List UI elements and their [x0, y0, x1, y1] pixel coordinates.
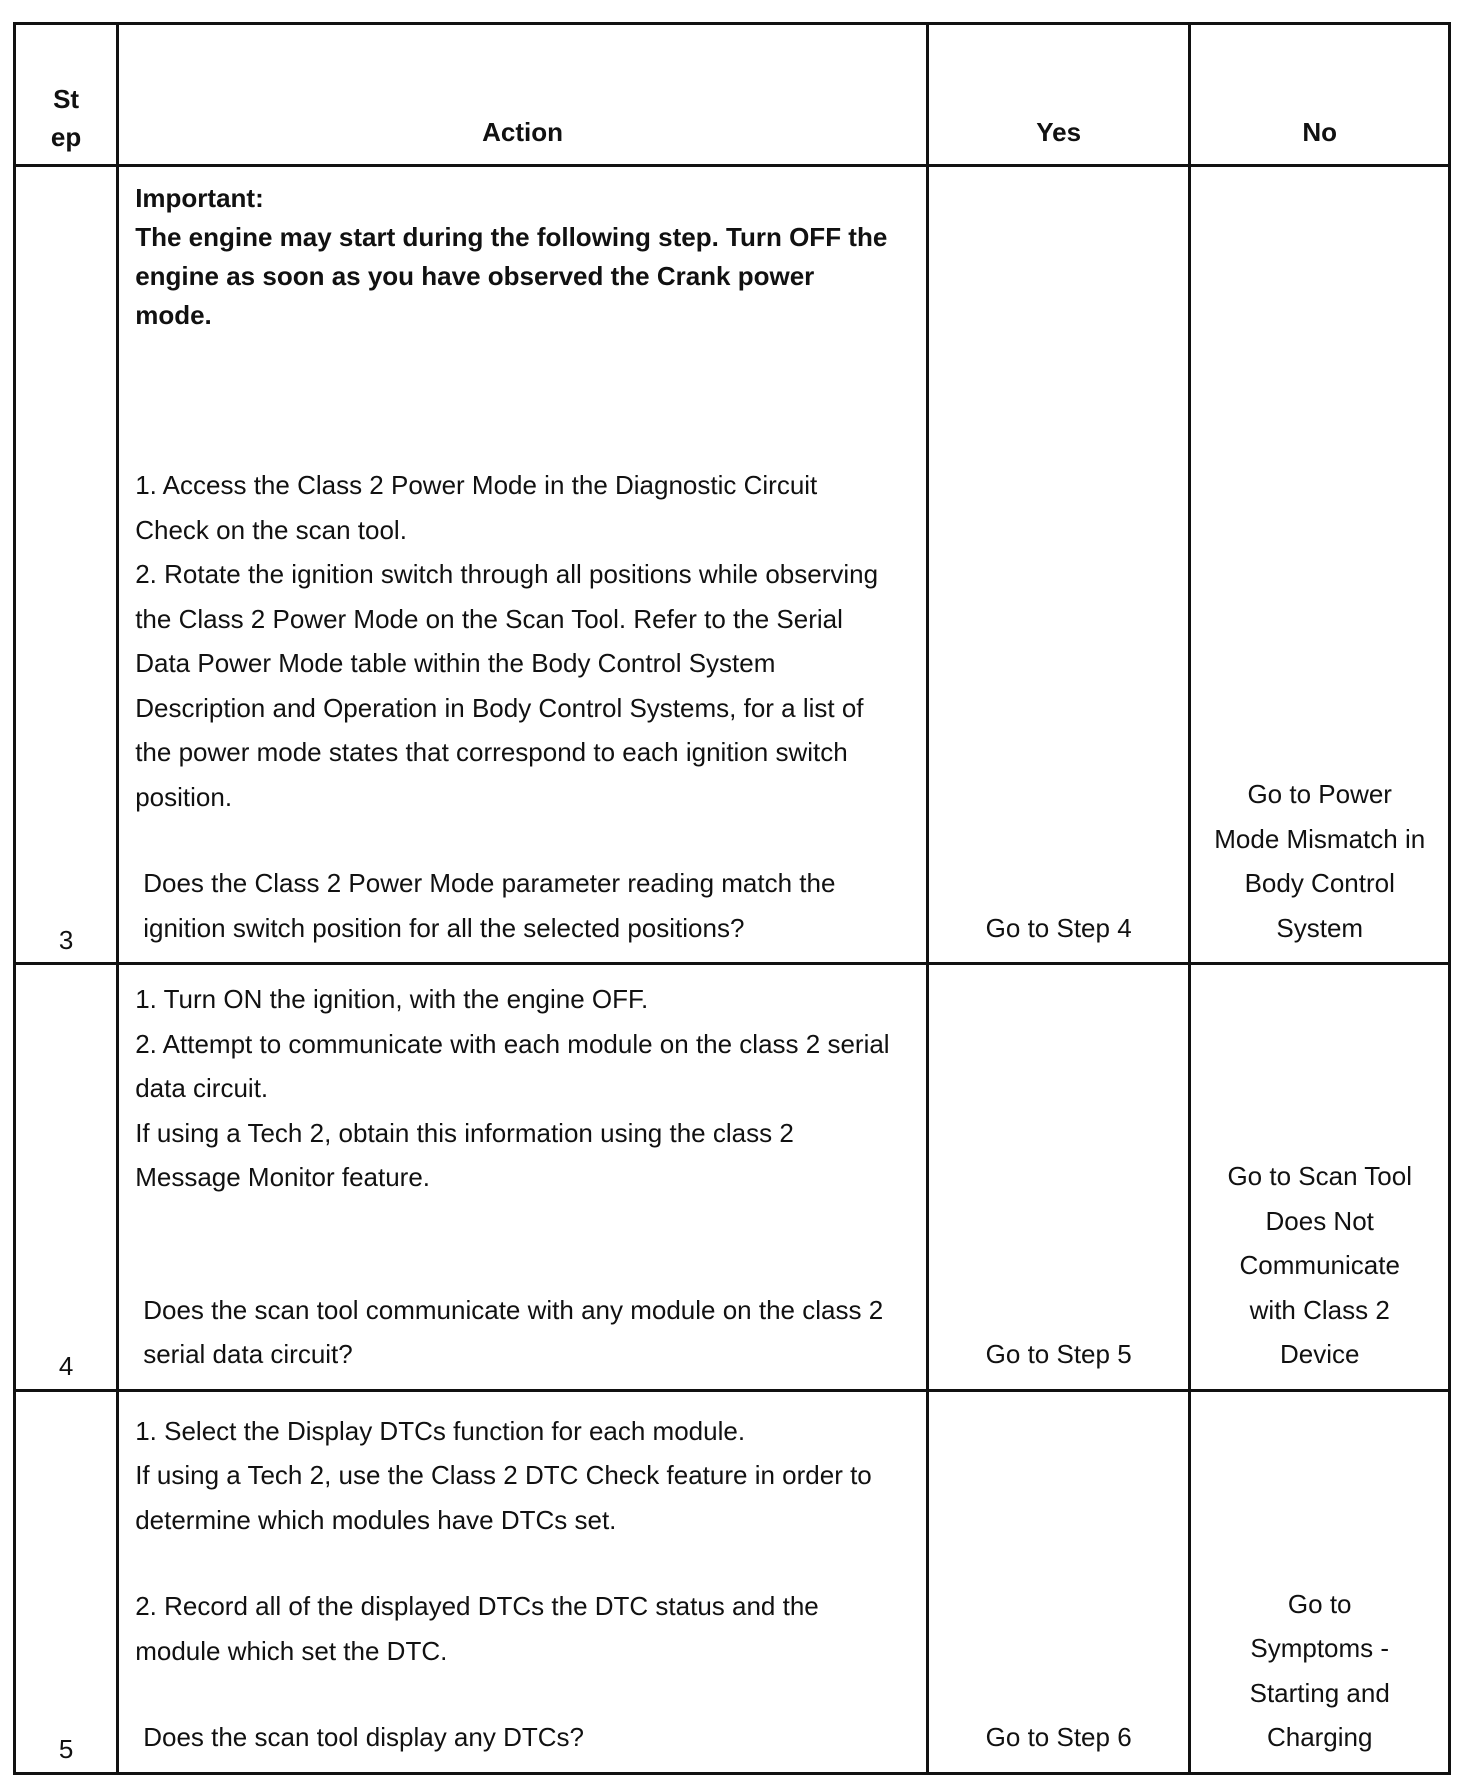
no-cell [1190, 1390, 1450, 1773]
header-step-line1: St [53, 84, 80, 114]
no-cell [1190, 964, 1450, 1391]
instruction-item: 2. Rotate the ignition switch through all positions while observing the Class 2 Power Mode on the Scan Tool. Refer to the Serial Data Power Mode table within the Body Control System Description and Operation in Body Control Systems, for a list of the power mode states that correspond to each ignition switch position. [135, 559, 879, 812]
yes-text: Go to Step 5 [985, 1339, 1132, 1369]
instruction-item: 1. Select the Display DTCs function for each module. [135, 1415, 746, 1446]
no-text: Go to Power Mode Mismatch in Body Control System [1214, 779, 1426, 943]
instruction-item: 1. Access the Class 2 Power Mode in the Diagnostic Circuit Check on the scan tool. [135, 470, 818, 545]
table-row [15, 166, 1450, 964]
header-step [15, 24, 118, 166]
step-number: 4 [15, 964, 118, 1391]
header-yes: Yes [927, 24, 1190, 166]
header-row [15, 24, 1450, 166]
important-text: The engine may start during the following step. Turn OFF the engine as soon as you have observed the Crank power mode. [135, 222, 895, 330]
instruction-item: 1. Turn ON the ignition, with the engine OFF. [135, 984, 649, 1014]
step-number: 5 [15, 1390, 118, 1773]
diagnostic-table [13, 22, 1451, 1775]
no-cell [1190, 166, 1450, 964]
yes-text: Go to Step 6 [985, 1722, 1132, 1752]
no-text: Go to Symptoms - Starting and Charging [1249, 1588, 1390, 1752]
question-text: Does the scan tool display any DTCs? [143, 1722, 584, 1752]
no-text: Go to Scan Tool Does Not Communicate with Class 2 Device [1227, 1161, 1412, 1369]
question-text: Does the Class 2 Power Mode parameter reading match the ignition switch position for all the selected positions? [143, 868, 836, 943]
instruction-item: If using a Tech 2, use the Class 2 DTC Check feature in order to determine which modules have DTCs set. [135, 1460, 872, 1535]
important-label: Important: [135, 183, 264, 213]
instruction-item: 2. Record all of the displayed DTCs the DTC status and the module which set the DTC. [135, 1591, 819, 1666]
header-step-line2: ep [50, 122, 82, 152]
action-cell [118, 1390, 928, 1773]
yes-text: Go to Step 4 [985, 912, 1132, 943]
table-row [15, 1390, 1450, 1773]
action-cell [118, 964, 928, 1391]
question-text: Does the scan tool communicate with any module on the class 2 serial data circuit? [143, 1294, 884, 1369]
header-action: Action [118, 24, 928, 166]
yes-cell [927, 1390, 1190, 1773]
header-no: No [1190, 24, 1450, 166]
instruction-item: If using a Tech 2, obtain this information using the class 2 Message Monitor feature. [135, 1117, 794, 1192]
step-number: 3 [15, 166, 118, 964]
yes-cell [927, 964, 1190, 1391]
yes-cell [927, 166, 1190, 964]
table-row [15, 964, 1450, 1391]
instruction-item: 2. Attempt to communicate with each module on the class 2 serial data circuit. [135, 1028, 890, 1103]
action-cell [118, 166, 928, 964]
